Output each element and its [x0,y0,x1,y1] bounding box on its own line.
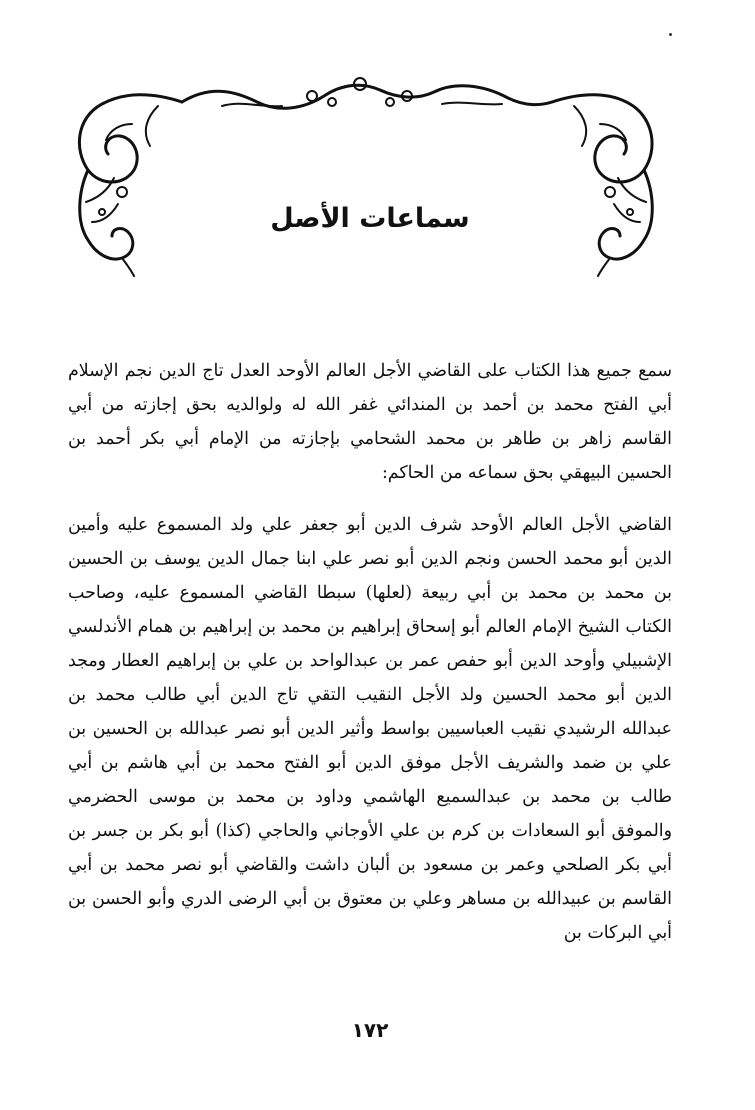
decorative-frame-ornament [62,62,662,277]
corner-mark [669,33,672,36]
page-title: سماعات الأصل [270,203,470,234]
paragraph-2: القاضي الأجل العالم الأوحد شرف الدين أبو جعفر علي ولد المسموع عليه وأمين الدين أبو محمد الحسن ونجم الدين أبو نصر علي ابنا جمال الدين يوسف بن الحسين بن محمد بن محمد بن أبي ربيعة (لعلها) سبطا القاضي المسموع عليه، وصاحب الكتاب الشيخ الإمام العالم أبو إسحاق إبراهيم بن محمد بن إبراهيم بن همام الأندلسي الإشبيلي وأوحد الدين أبو حفص عمر بن عبدالواحد بن علي بن إبراهيم العطار ومجد الدين أبو محمد الحسين ولد الأجل النقيب التقي تاج الدين أبي طالب محمد بن عبدالله الرشيدي نقيب العباسيين بواسط وأثير الدين أبو نصر عبدالله بن الحسين بن علي بن ضمد والشريف الأجل موفق الدين أبو الفتح محمد بن أبي هاشم بن أبي طالب بن محمد بن عبدالسميع الهاشمي وداود بن محمد بن موسى الحضرمي والموفق أبو السعادات بن كرم بن علي الأوجاني والحاجي (كذا) أبو بكر بن جسر بن أبي بكر الصلحي وعمر بن مسعود بن ألبان داشت والقاضي أبو نصر محمد بن أبي القاسم بن عبيدالله بن مساهر وعلي بن معتوق بن أبي الرضى الدري وأبو الحسن بن أبي البركات بن [68,515,672,943]
paragraph-1: سمع جميع هذا الكتاب على القاضي الأجل العالم الأوحد العدل تاج الدين نجم الإسلام أبي الفتح محمد بن أحمد بن المندائي غفر الله له ولوالديه بحق إجازته من أبي القاسم زاهر بن طاهر بن محمد الشحامي بإجازته من الإمام أبي بكر أحمد بن الحسين البيهقي بحق سماعه من الحاكم: [68,361,672,483]
body-text [68,354,672,950]
page-number: ١٧٢ [351,1018,389,1042]
